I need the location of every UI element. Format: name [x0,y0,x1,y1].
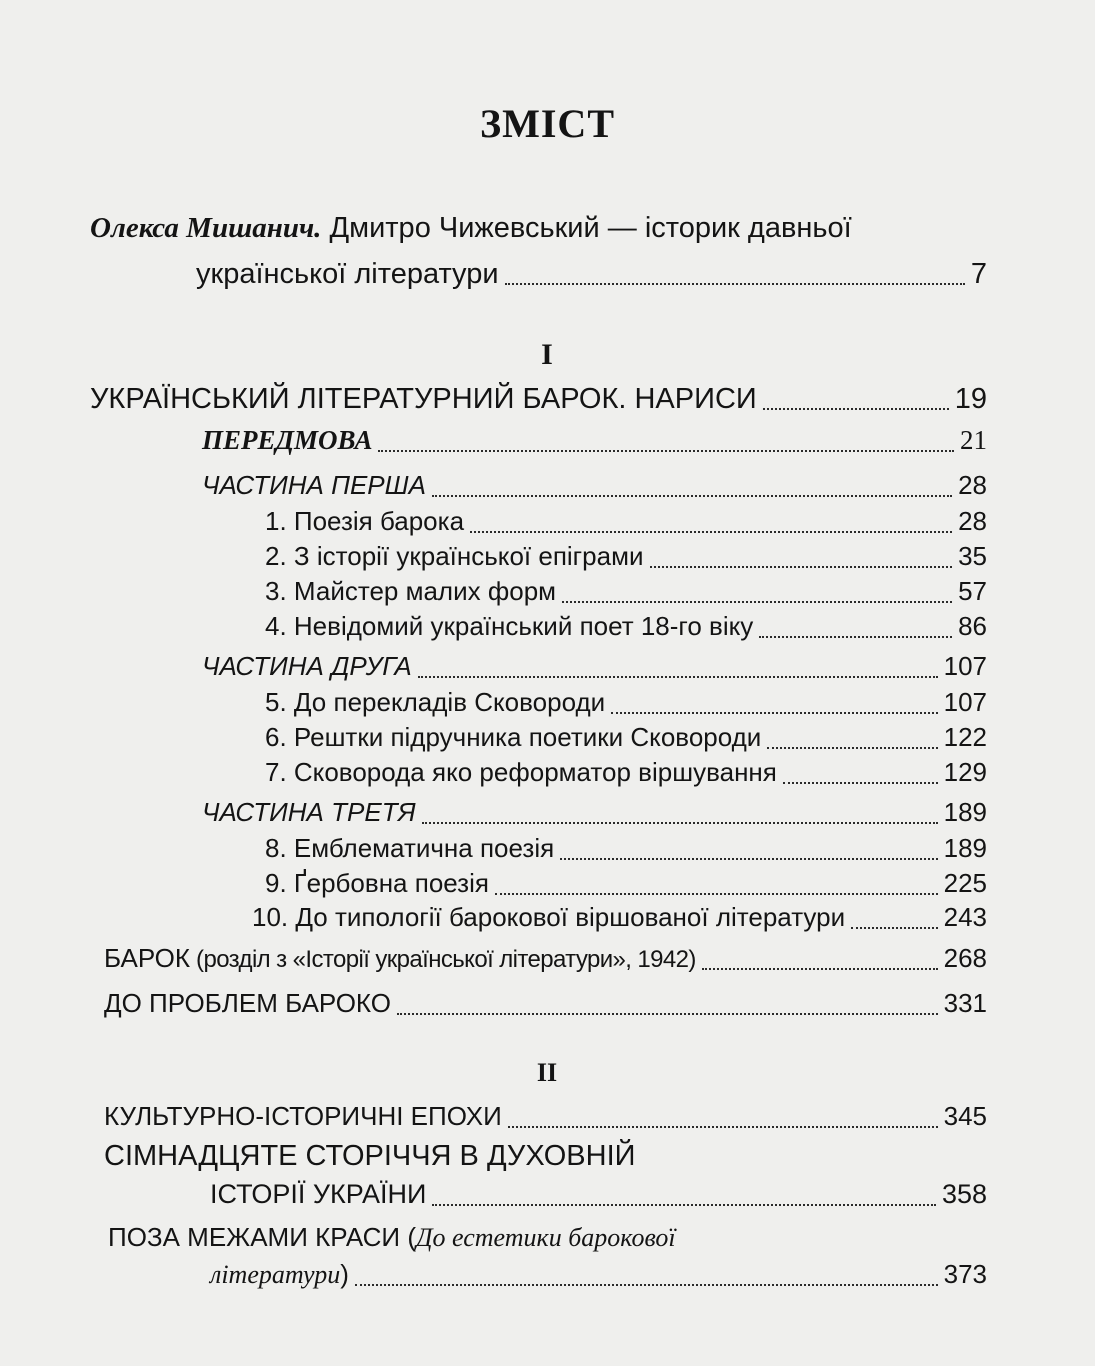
entry-label: 4. Невідомий український поет 18-го віку [265,611,754,641]
toc-entry-17th-century[interactable] [210,1179,987,1215]
beyond-italic1: До естетики барокової [416,1223,676,1252]
entry-page: 129 [943,757,987,787]
entry-page: 57 [958,576,987,606]
entry-page: 345 [943,1101,987,1131]
entry-label: 5. До перекладів Сковороди [265,687,606,717]
entry-page: 373 [943,1259,987,1289]
intro-title-line2: української літератури [196,258,499,290]
leader-dots [763,408,949,410]
entry-page: 268 [943,943,987,973]
entry-page: 107 [943,651,987,681]
leader-dots [562,601,952,603]
toc-entry-10[interactable] [252,902,987,938]
toc-entry-2[interactable] [265,541,987,577]
toc-entry-barok-chapter[interactable] [104,943,987,979]
leader-dots [422,822,938,824]
paren-open: ( [407,1222,416,1252]
entry-page: 28 [958,506,987,536]
toc-entry-7[interactable] [265,757,987,793]
page-title: ЗМІСТ [480,101,615,146]
toc-entry-baroque-problems[interactable] [104,988,987,1024]
entry-page: 225 [943,868,987,898]
entry-label: 7. Сковорода яко реформатор віршування [265,757,777,787]
entry-label: 6. Рештки підручника поетики Сковороди [265,722,762,752]
leader-dots [495,893,938,895]
entry-label: 2. З історії української епіграми [265,541,644,571]
entry-label: 10. До типології барокової віршованої літератури [252,902,846,932]
intro-title-line1: Дмитро Чижевський — історик давньої [329,212,852,244]
toc-entry-cultural-epochs[interactable] [104,1101,987,1137]
intro-entry-line1 [90,212,852,245]
leader-dots [505,283,965,285]
leader-dots [355,1284,938,1286]
leader-dots [418,676,938,678]
toc-entry-part-three[interactable] [202,797,987,833]
toc-entry-4[interactable] [265,611,987,647]
entry-page: 358 [941,1179,987,1209]
intro-entry-line2[interactable] [196,258,987,294]
entry-label: ЧАСТИНА ДРУГА [202,651,412,681]
entry-page: 28 [958,470,987,500]
toc-entry-8[interactable] [265,833,987,869]
toc-entry-5[interactable] [265,687,987,723]
toc-entry-beyond-beauty[interactable] [210,1259,987,1295]
entry-label: ІСТОРІЇ УКРАЇНИ [210,1179,427,1209]
leader-dots [432,495,952,497]
section-numeral-2: II [536,1058,558,1087]
beyond-italic2: літератури [210,1260,341,1289]
entry-page: 331 [943,988,987,1018]
entry-label: 1. Поезія барока [265,506,465,536]
century-line1: СІМНАДЦЯТЕ СТОРІЧЧЯ В ДУХОВНІЙ [104,1140,636,1172]
toc-entry-1[interactable] [265,506,987,542]
entry-label: ДО ПРОБЛЕМ БАРОКО [104,988,391,1018]
entry-page: 35 [958,541,987,571]
toc-entry-3[interactable] [265,576,987,612]
entry-page: 86 [958,611,987,641]
leader-dots [432,1204,936,1206]
barok-rest: (розділ з «Історії української літератури», 1942) [189,946,696,973]
toc-entry-part-one[interactable] [202,470,987,506]
leader-dots [702,968,938,970]
entry-label: ЧАСТИНА ПЕРША [202,470,426,500]
leader-dots [508,1126,938,1128]
entry-label: КУЛЬТУРНО-ІСТОРИЧНІ ЕПОХИ [104,1101,502,1131]
leader-dots [767,747,937,749]
leader-dots [611,712,937,714]
entry-label: ЧАСТИНА ТРЕТЯ [202,797,416,827]
entry-label: 9. Ґербовна поезія [265,868,489,898]
entry-label: УКРАЇНСЬКИЙ ЛІТЕРАТУРНИЙ БАРОК. НАРИСИ [90,383,757,415]
leader-dots [650,566,953,568]
leader-dots [851,927,938,929]
entry-label: 3. Майстер малих форм [265,576,557,606]
toc-entry-foreword[interactable] [202,425,987,461]
leader-dots [378,450,954,452]
toc-entry-part-two[interactable] [202,651,987,687]
beyond-line1 [108,1222,676,1253]
intro-author: Олекса Мишанич. [90,212,322,244]
entry-page: 243 [943,902,987,932]
intro-page: 7 [970,258,987,290]
leader-dots [759,636,952,638]
entry-page: 189 [943,797,987,827]
barok-caps: БАРОК [104,943,190,973]
entry-label [104,943,696,974]
entry-page: 107 [943,687,987,717]
section-numeral-1: I [541,338,553,371]
leader-dots [783,782,938,784]
entry-label [210,1259,349,1290]
leader-dots [397,1013,938,1015]
leader-dots [470,531,952,533]
entry-label: 8. Емблематична поезія [265,833,555,863]
toc-entry-6[interactable] [265,722,987,758]
paren-close: ) [340,1259,349,1289]
entry-page: 189 [943,833,987,863]
entry-page: 21 [960,425,987,455]
entry-page: 19 [954,383,987,415]
toc-entry-9[interactable] [265,868,987,904]
toc-entry-barok-essays[interactable] [90,383,987,419]
entry-label: ПЕРЕДМОВА [202,425,373,455]
entry-page: 122 [943,722,987,752]
leader-dots [560,858,937,860]
beyond-caps: ПОЗА МЕЖАМИ КРАСИ [108,1222,401,1252]
